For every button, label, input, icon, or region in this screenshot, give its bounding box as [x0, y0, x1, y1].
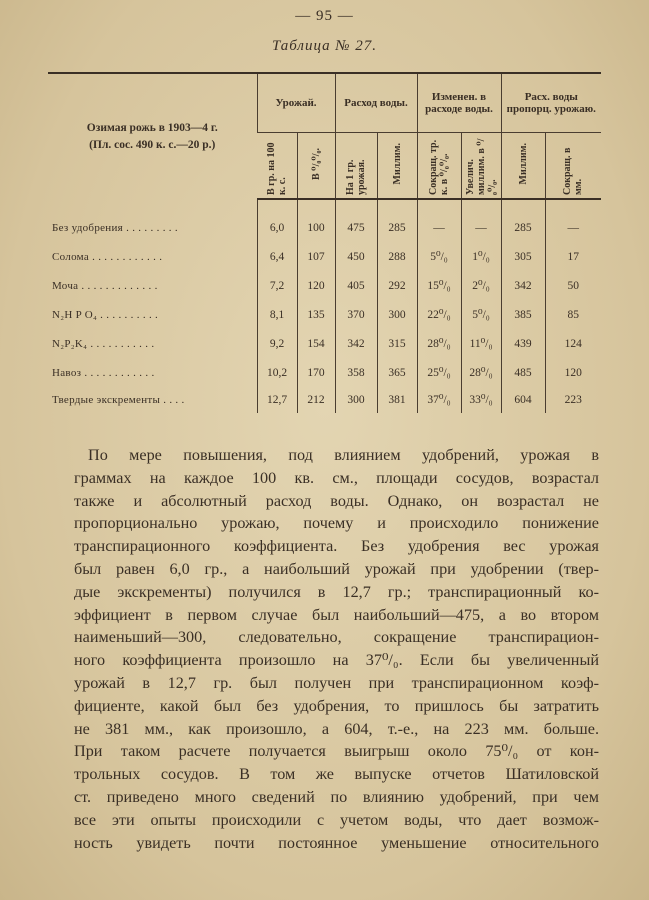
- table-cell: 124: [545, 329, 601, 358]
- stub-line-2: (Пл. сос. 490 к. с.—20 р.): [89, 138, 216, 151]
- table-cell: 107: [297, 242, 335, 271]
- table-cell: 223: [545, 387, 601, 413]
- table-row: [48, 358, 601, 387]
- table-cell: 9,2: [257, 329, 297, 358]
- table-caption: Таблица № 27.: [271, 38, 378, 54]
- row-label: Без удобрения . . . . . . . . .: [52, 221, 178, 234]
- table-cell: 370: [335, 300, 377, 329]
- text-line: не 381 мм., как произошло, а 604, т.-е., на 223 мм. больше.: [74, 719, 599, 738]
- text-line: ст. приведено много сведений по влиянию удобрений, при чем: [74, 787, 599, 806]
- subheader-text: В гр. на 100 к. с.: [265, 142, 288, 195]
- table-cell: 2⁰/₀: [461, 271, 501, 300]
- table-cell: 212: [297, 387, 335, 413]
- table-row: [48, 300, 601, 329]
- table-stub-header: [48, 73, 257, 199]
- table-cell: —: [545, 199, 601, 242]
- row-label: Солома . . . . . . . . . . . .: [52, 250, 163, 263]
- table-cell: 100: [297, 199, 335, 242]
- table-cell: 85: [545, 300, 601, 329]
- table-cell: 120: [545, 358, 601, 387]
- subheader-text: Увелич. миллим. в ⁰/₀⁰/₀.: [464, 138, 498, 195]
- body-paragraph: [74, 444, 599, 854]
- row-label: Твердые экскременты . . . .: [52, 394, 185, 406]
- table-cell: 285: [377, 199, 417, 242]
- table-cell: 5⁰/₀: [461, 300, 501, 329]
- table-cell: 15⁰/₀: [417, 271, 461, 300]
- text-line: ность увидеть почти постоянное уменьшение относительного: [74, 833, 599, 852]
- page-number: — 95 —: [295, 8, 354, 24]
- data-table: [48, 72, 601, 413]
- subheader-cell: [377, 133, 417, 200]
- subheader-cell: [461, 133, 501, 200]
- subheader-cell: [501, 133, 545, 200]
- text-line: При таком расчете получается выигрыш около 75⁰/₀ от кон-: [74, 742, 599, 761]
- subheader-cell: [297, 133, 335, 200]
- table-cell: 5⁰/₀: [417, 242, 461, 271]
- table-cell: —: [461, 199, 501, 242]
- table-cell: 604: [501, 387, 545, 413]
- text-line: фициенте, какой был без удобрения, то пришлось бы затратить: [74, 696, 599, 715]
- table-cell: 485: [501, 358, 545, 387]
- table-cell: 358: [335, 358, 377, 387]
- table-cell: 439: [501, 329, 545, 358]
- table-cell: 300: [335, 387, 377, 413]
- table-cell: 33⁰/₀: [461, 387, 501, 413]
- table-cell: 285: [501, 199, 545, 242]
- table-cell: 28⁰/₀: [417, 329, 461, 358]
- text-line: транспирационного коэффициента. Без удобрения вес урожая: [74, 537, 599, 556]
- row-label: Навоз . . . . . . . . . . . .: [52, 366, 155, 379]
- subheader-text: Миллим.: [391, 143, 403, 185]
- subheader-cell: [545, 133, 601, 200]
- table-cell: 450: [335, 242, 377, 271]
- table-row: [48, 242, 601, 271]
- table-cell: 25⁰/₀: [417, 358, 461, 387]
- table-cell: 6,4: [257, 242, 297, 271]
- subheader-cell: [335, 133, 377, 200]
- subheader-text: Сокращ. тр. к. в ⁰/₀⁰/₀.: [428, 139, 451, 195]
- row-label: N₂H P O₄ . . . . . . . . . .: [52, 308, 159, 321]
- text-line: эффициент в первом случае был наибольший—475, а во втором: [74, 605, 599, 624]
- text-line: граммах на каждое 100 кв. см., площади сосудов, возрастал: [74, 468, 599, 487]
- table-row: [48, 199, 601, 242]
- table-cell: 475: [335, 199, 377, 242]
- group-header: Изменен. в расходе воды.: [417, 73, 501, 133]
- table-row: [48, 271, 601, 300]
- table-cell: 6,0: [257, 199, 297, 242]
- table-cell: 17: [545, 242, 601, 271]
- text-line: все эти опыты происходили с учетом воды, что дает возмож-: [74, 810, 599, 829]
- table-cell: 10,2: [257, 358, 297, 387]
- subheader-cell: [257, 133, 297, 200]
- text-line: также и абсолютный расход воды. Однако, он возрастал не: [74, 491, 599, 510]
- group-header: Урожай.: [257, 73, 335, 133]
- row-label: Моча . . . . . . . . . . . . .: [52, 279, 158, 292]
- table-cell: 342: [501, 271, 545, 300]
- table-cell: 135: [297, 300, 335, 329]
- table-cell: 405: [335, 271, 377, 300]
- table-cell: 154: [297, 329, 335, 358]
- subheader-text: Сокращ. в мм.: [562, 147, 585, 195]
- table-cell: —: [417, 199, 461, 242]
- table-cell: 365: [377, 358, 417, 387]
- text-line: пропорционально урожаю, почему и происходило понижение: [74, 514, 599, 533]
- table-cell: 50: [545, 271, 601, 300]
- table-cell: 12,7: [257, 387, 297, 413]
- table-cell: 300: [377, 300, 417, 329]
- table-cell: 22⁰/₀: [417, 300, 461, 329]
- table-cell: 381: [377, 387, 417, 413]
- table-row: [48, 387, 601, 413]
- table-cell: 385: [501, 300, 545, 329]
- table-cell: 288: [377, 242, 417, 271]
- text-line: трольных сосудов. В том же выпуске отчетов Шатиловской: [74, 765, 599, 784]
- subheader-text: В ⁰/₀⁰/₀.: [310, 148, 322, 180]
- table-cell: 170: [297, 358, 335, 387]
- subheader-cell: [417, 133, 461, 200]
- table-cell: 8,1: [257, 300, 297, 329]
- table-cell: 37⁰/₀: [417, 387, 461, 413]
- subheader-text: На 1 гр. урожая.: [345, 159, 368, 195]
- text-line: По мере повышения, под влиянием удобрений, урожая в: [88, 446, 599, 464]
- table-cell: 1⁰/₀: [461, 242, 501, 271]
- table-cell: 28⁰/₀: [461, 358, 501, 387]
- text-line: наименьший—300, следовательно, сокращение транспирацион-: [74, 628, 599, 647]
- table-cell: 120: [297, 271, 335, 300]
- text-line: урожай в 12,7 гр. был получен при транспирационном коэф-: [74, 673, 599, 692]
- table-cell: 7,2: [257, 271, 297, 300]
- table-cell: 342: [335, 329, 377, 358]
- table-row: [48, 329, 601, 358]
- subheader-text: Миллим.: [517, 143, 529, 185]
- table-cell: 315: [377, 329, 417, 358]
- group-header: Расх. воды пропорц. урожаю.: [501, 73, 601, 133]
- table-cell: 292: [377, 271, 417, 300]
- text-line: дые экскременты) получился в 12,7 гр.; транспирационный ко-: [74, 582, 599, 601]
- group-header: Расход воды.: [335, 73, 417, 133]
- row-label: N₂P₂K₄ . . . . . . . . . . .: [52, 337, 155, 350]
- stub-line-1: Озимая рожь в 1903—4 г.: [86, 121, 218, 134]
- text-line: был равен 6,0 гр., а наибольший урожай при удобрении (твер-: [74, 559, 599, 578]
- text-line: ного коэффициента произошло на 37⁰/₀. Если бы увеличенный: [74, 651, 599, 670]
- table-cell: 11⁰/₀: [461, 329, 501, 358]
- table-cell: 305: [501, 242, 545, 271]
